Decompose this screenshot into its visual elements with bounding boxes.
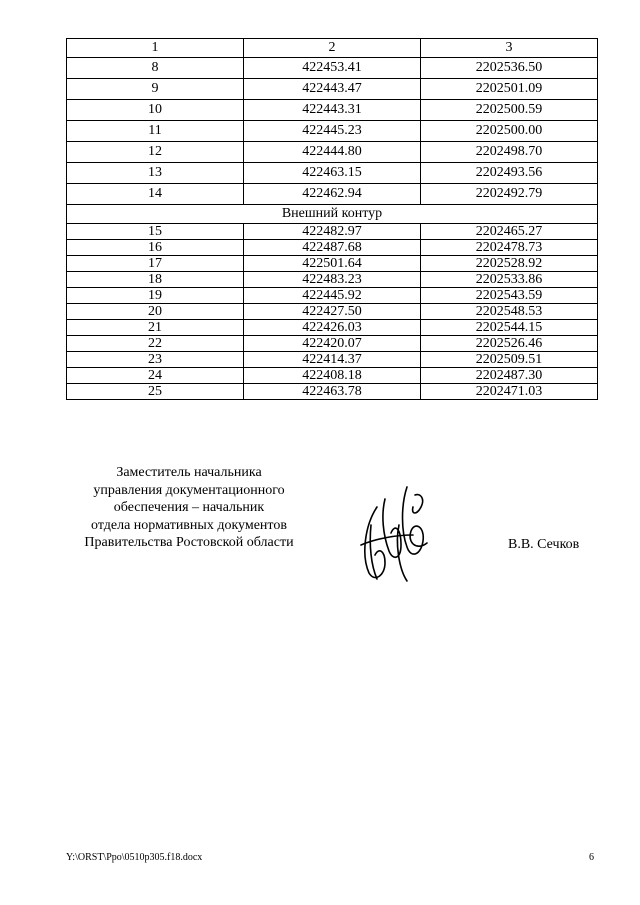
table-row xyxy=(67,272,598,288)
coord-x: 422463.78 xyxy=(244,384,421,400)
point-number: 20 xyxy=(67,304,244,320)
coord-x: 422443.47 xyxy=(244,79,421,100)
table-row xyxy=(67,163,598,184)
coord-x: 422408.18 xyxy=(244,368,421,384)
point-number: 22 xyxy=(67,336,244,352)
table-row xyxy=(67,224,598,240)
coord-y: 2202533.86 xyxy=(421,272,598,288)
coord-y: 2202528.92 xyxy=(421,256,598,272)
coord-x: 422426.03 xyxy=(244,320,421,336)
table-header-row xyxy=(67,39,598,58)
signatory-name: В.В. Сечков xyxy=(508,537,580,552)
table-row xyxy=(67,256,598,272)
point-number: 25 xyxy=(67,384,244,400)
coord-y: 2202492.79 xyxy=(421,184,598,205)
point-number: 19 xyxy=(67,288,244,304)
table-row xyxy=(67,320,598,336)
table-row xyxy=(67,384,598,400)
coord-x: 422453.41 xyxy=(244,58,421,79)
point-number: 13 xyxy=(67,163,244,184)
coord-y: 2202544.15 xyxy=(421,320,598,336)
coord-y: 2202500.59 xyxy=(421,100,598,121)
position-line: управления документационного xyxy=(93,482,285,498)
table-row xyxy=(67,240,598,256)
handwritten-signature xyxy=(355,485,445,585)
header-cell: 1 xyxy=(67,39,244,58)
coord-y: 2202548.53 xyxy=(421,304,598,320)
signatory-position xyxy=(60,464,318,552)
coord-x: 422463.15 xyxy=(244,163,421,184)
coord-y: 2202536.50 xyxy=(421,58,598,79)
position-line: Заместитель начальника xyxy=(116,465,262,480)
coord-y: 2202526.46 xyxy=(421,336,598,352)
coord-x: 422427.50 xyxy=(244,304,421,320)
coord-y: 2202500.00 xyxy=(421,121,598,142)
section-label: Внешний контур xyxy=(67,205,598,224)
coord-x: 422414.37 xyxy=(244,352,421,368)
page-number: 6 xyxy=(589,852,594,863)
coord-x: 422445.23 xyxy=(244,121,421,142)
point-number: 18 xyxy=(67,272,244,288)
table-row xyxy=(67,336,598,352)
section-row xyxy=(67,205,598,224)
coord-y: 2202465.27 xyxy=(421,224,598,240)
coord-y: 2202498.70 xyxy=(421,142,598,163)
point-number: 17 xyxy=(67,256,244,272)
position-line: отдела нормативных документов xyxy=(91,517,287,533)
point-number: 16 xyxy=(67,240,244,256)
coord-x: 422420.07 xyxy=(244,336,421,352)
file-path: Y:\ORST\Ppo\0510p305.f18.docx xyxy=(66,852,203,863)
coord-y: 2202487.30 xyxy=(421,368,598,384)
position-line: Правительства Ростовской области xyxy=(84,535,294,551)
coord-x: 422445.92 xyxy=(244,288,421,304)
point-number: 11 xyxy=(67,121,244,142)
point-number: 15 xyxy=(67,224,244,240)
coord-x: 422482.97 xyxy=(244,224,421,240)
coord-x: 422501.64 xyxy=(244,256,421,272)
point-number: 8 xyxy=(67,58,244,79)
table-row xyxy=(67,58,598,79)
table-row xyxy=(67,184,598,205)
coord-y: 2202478.73 xyxy=(421,240,598,256)
coord-y: 2202493.56 xyxy=(421,163,598,184)
position-line: обеспечения – начальник xyxy=(113,500,265,516)
coord-y: 2202471.03 xyxy=(421,384,598,400)
header-cell: 2 xyxy=(244,39,421,58)
point-number: 23 xyxy=(67,352,244,368)
coordinates-table xyxy=(66,38,598,400)
point-number: 21 xyxy=(67,320,244,336)
table-row xyxy=(67,142,598,163)
table-row xyxy=(67,304,598,320)
coord-x: 422483.23 xyxy=(244,272,421,288)
table-row xyxy=(67,100,598,121)
point-number: 14 xyxy=(67,184,244,205)
coord-x: 422444.80 xyxy=(244,142,421,163)
coord-x: 422462.94 xyxy=(244,184,421,205)
point-number: 9 xyxy=(67,79,244,100)
coord-y: 2202509.51 xyxy=(421,352,598,368)
table-row xyxy=(67,288,598,304)
point-number: 24 xyxy=(67,368,244,384)
table-row xyxy=(67,79,598,100)
point-number: 12 xyxy=(67,142,244,163)
coord-y: 2202543.59 xyxy=(421,288,598,304)
table-row xyxy=(67,368,598,384)
coord-y: 2202501.09 xyxy=(421,79,598,100)
header-cell: 3 xyxy=(421,39,598,58)
coord-x: 422487.68 xyxy=(244,240,421,256)
coord-x: 422443.31 xyxy=(244,100,421,121)
table-row xyxy=(67,352,598,368)
point-number: 10 xyxy=(67,100,244,121)
table-row xyxy=(67,121,598,142)
